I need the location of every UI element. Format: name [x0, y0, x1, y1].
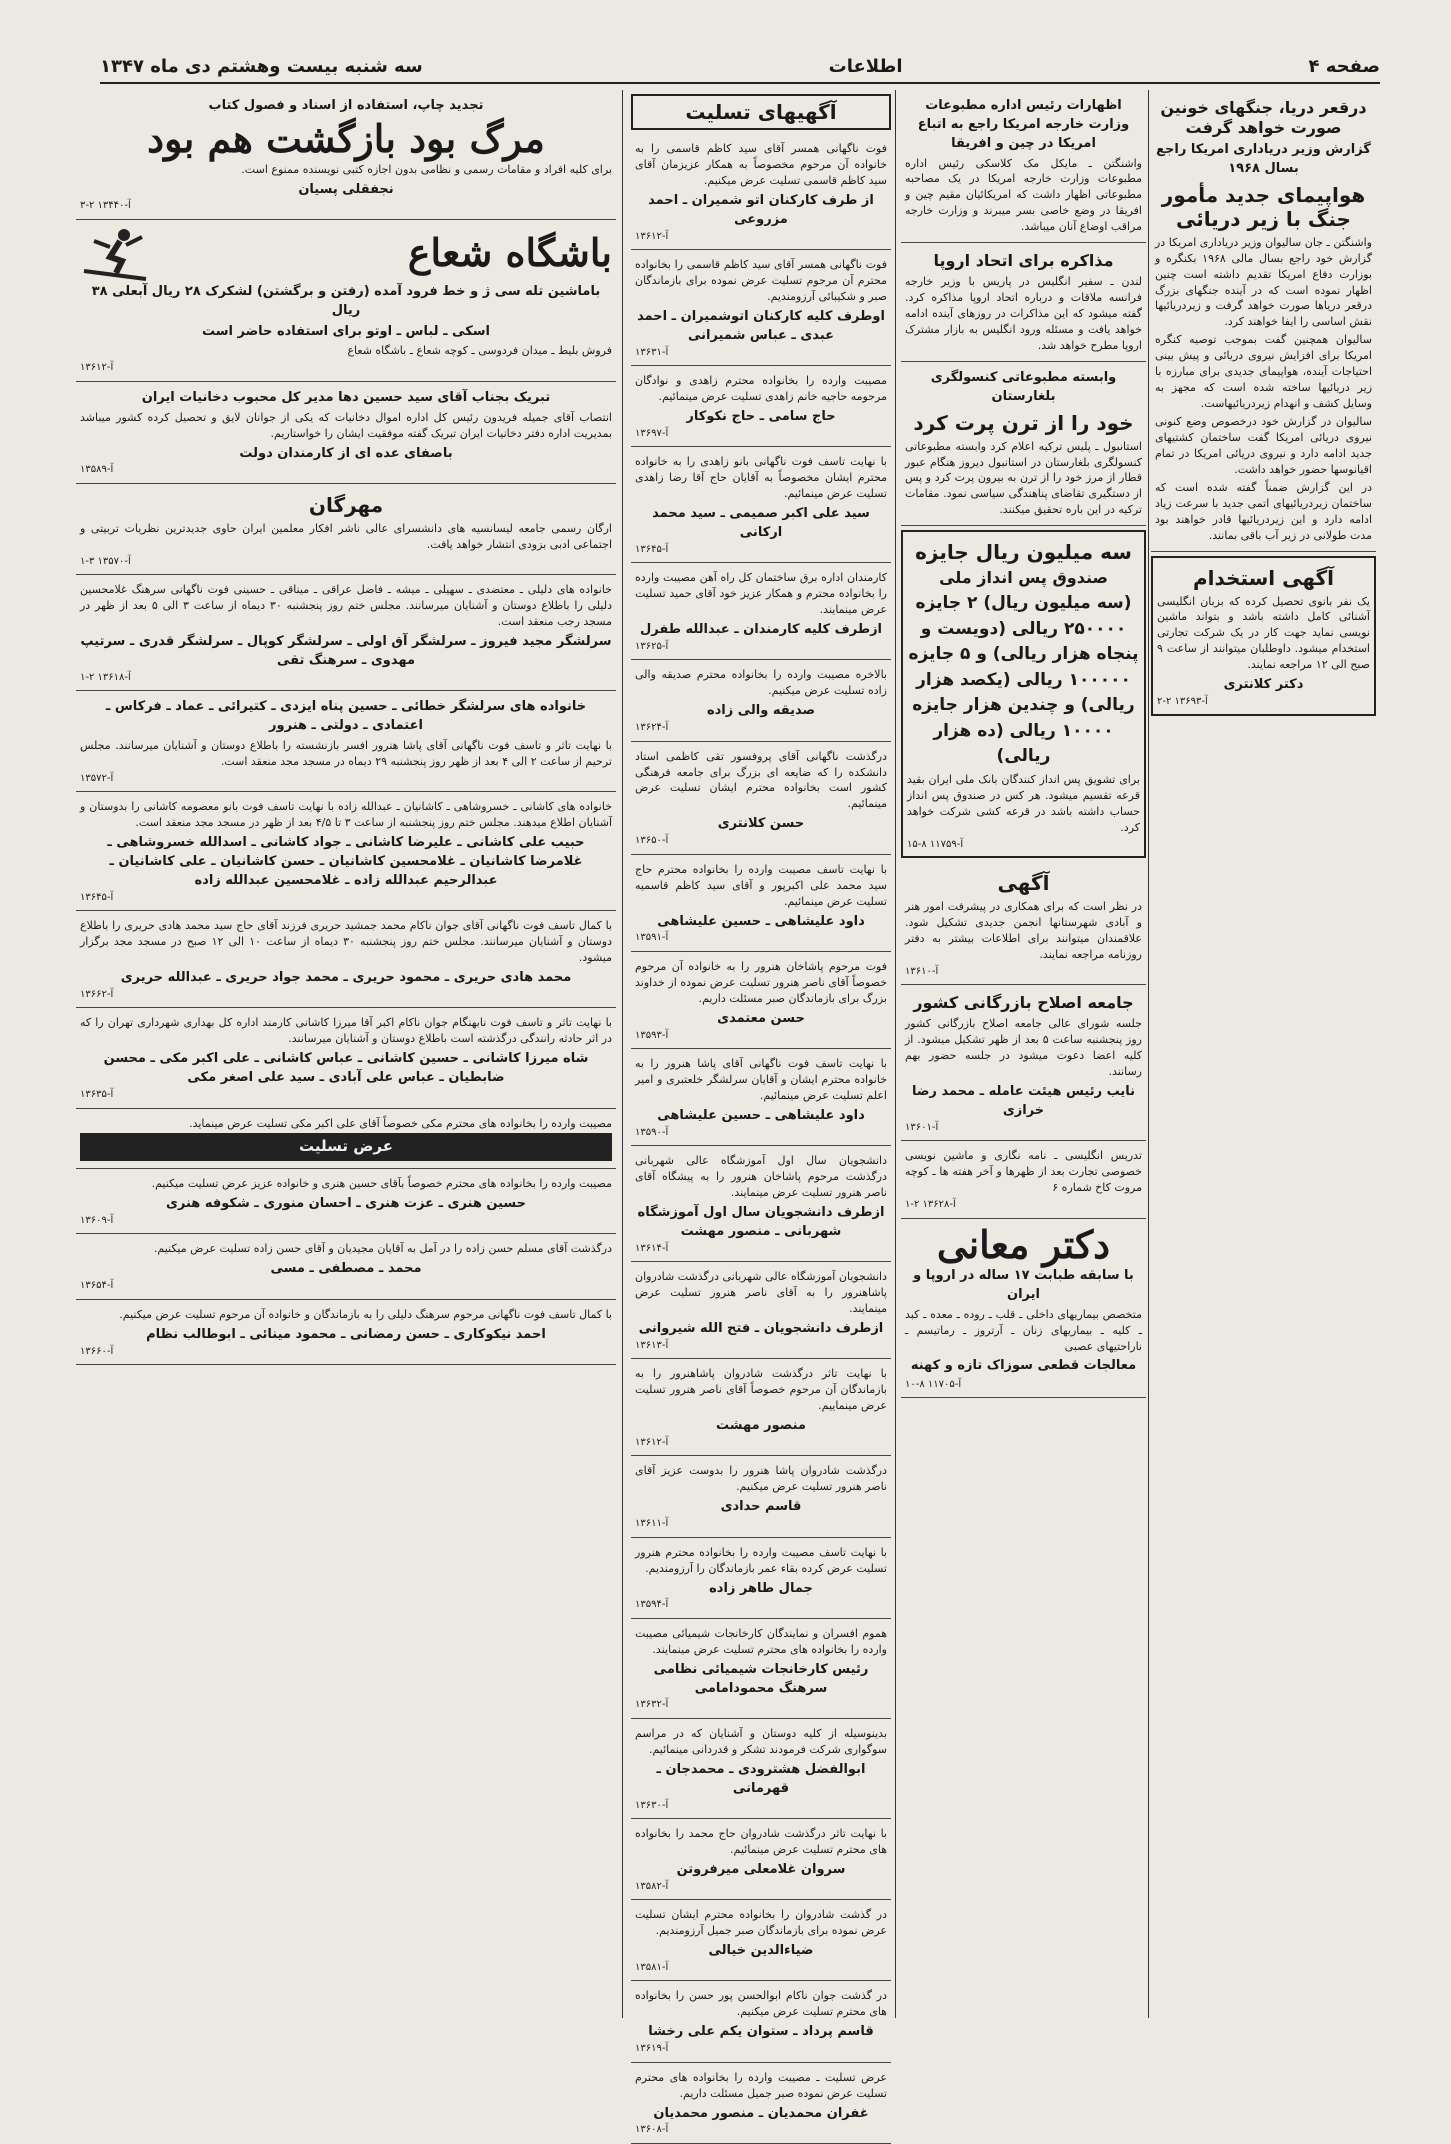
- condolence-names: حاج سامی ـ حاج نکوکار: [686, 408, 836, 424]
- condolence-item: [631, 855, 891, 952]
- condolence-item: [631, 366, 891, 447]
- ad-code: ۱۳۶۴۵-آ: [80, 891, 114, 903]
- ad-code: ۱۳۵۸۲-آ: [635, 1880, 669, 1892]
- condolence-names: رئیس کارخانجات شیمیائی نظامی سرهنگ محمودامامی: [653, 1661, 869, 1696]
- ad-code: ۱۳۶۲۴-آ: [635, 722, 669, 734]
- condolence-body: عرض تسلیت ـ مصیبت وارده را بخانواده های محترم تسلیت عرض نموده صبر جمیل مسئلت داریم.: [635, 2070, 887, 2100]
- notice-names: محمد ـ مصطفی ـ مسی: [270, 1261, 422, 1277]
- congrats-title: تبریک بجناب آقای سید حسین دها مدیر کل محبوب دخانیات ایران: [141, 389, 551, 405]
- ad-code: ۱۳۶۵۰-آ: [635, 835, 669, 847]
- condolence-body: دانشجویان آموزشگاه عالی شهربانی درگذشت شادروان پاشاهنرور را به آقای ناصر هنرور تسلیت عرض مینمایند.: [635, 1270, 887, 1316]
- condolence-item: [631, 1981, 891, 2062]
- condolence-body: فوت ناگهانی همسر آقای سید کاظم قاسمی را بخانواده محترم آن مرحوم تسلیت عرض نموده برای بازماندگان صبر و شکیبائی آرزومندیم.: [635, 258, 887, 303]
- page-number: صفحه ۴: [1308, 55, 1380, 77]
- condolence-body: با نهایت تاسف مصیبت وارده را بخانواده محترم هنرور تسلیت عرض کرده بقاء عمر بازماندگان را آرزومندیم.: [635, 1545, 887, 1575]
- ad-code: ۱۳۶۹۷-آ: [635, 427, 669, 439]
- notice-names: حبیب علی کاشانی ـ علیرضا کاشانی ـ جواد کاشانی ـ اسدالله خسروشاهی ـ غلامرضا کاشانیان ـ غلامحسین کاشانیان ـ حسن کاشانیان ـ علی کاشانیان ـ عبدالرحیم عبدالله زاده ـ غلامحسین عبدالله زاده: [107, 835, 585, 888]
- ad-code: ۱۳۶۱۹-آ: [635, 2043, 669, 2055]
- headline-sub: گزارش وزیر دریاداری امریکا راجع بسال ۱۹۶۸: [1156, 142, 1371, 176]
- condolence-body: با نهایت تاسف مصیبت وارده را بخانواده محترم حاج سید محمد علی اکبرپور و آقای سید کاظم قاسمیه تسلیت عرض مینمائیم.: [635, 862, 887, 908]
- ad-code: ۱-۳ ۱۳۵۷۰-آ: [80, 555, 131, 567]
- article-paragraph: استانبول ـ پلیس ترکیه اعلام کرد وابسته مطبوعاتی کنسولگری بلغارستان در استانبول دیروز هنگام عبور قطار از مرز خود را از ترن به بیرون پرت کرد و پس از دستگیری تقاضای پناهندگی سیاسی نمود. مقامات ترکیه در این باره تحقیق میکنند.: [905, 439, 1142, 517]
- condolence-list: [631, 134, 891, 2144]
- ad-code: ۱۳۶۳۲-آ: [635, 1699, 669, 1711]
- obituary-notice: [76, 911, 616, 1008]
- ad-code: ۱-۲ ۱۳۶۱۸-آ: [80, 671, 131, 683]
- condolence-item: [631, 563, 891, 660]
- skier-icon: [80, 225, 150, 281]
- ad-title: آگهی: [997, 871, 1050, 896]
- obituary-notice: [76, 691, 616, 792]
- notice-body: با کمال تاسف فوت ناگهانی آقای جوان ناکام محمد جمشید حریری فرزند آقای حاج سید محمد هادی حریری را باطلاع دوستان و آشنایان میرسانند. مجلس ختم روز پنجشنبه ۳۰ دیماه از ساعت ۱۰ الی ۱۲ صبح در مسجد مجد برگزار میشود.: [80, 919, 612, 965]
- condolence-item: [631, 1456, 891, 1537]
- condolence-names: از طرف کارکنان اتو شمیران ـ احمد مزروعی: [648, 192, 874, 227]
- book-note: تجدید چاپ، استفاده از اسناد و فصول کتاب: [208, 98, 484, 113]
- book-ad: [76, 90, 616, 220]
- condolence-names: حسن کلانتری: [717, 816, 805, 832]
- condolence-names: جمال طاهر زاده: [709, 1580, 813, 1596]
- ad-sign: نایب رئیس هیئت عامله ـ محمد رضا خرازی: [911, 1084, 1135, 1118]
- ad-code: ۱۰-۸ ۱۱۷۰۵-آ: [905, 1378, 962, 1390]
- prize-head: سه میلیون ریال جایزه: [915, 540, 1132, 565]
- mehregan-body: ارگان رسمی جامعه لیسانسیه های دانشسرای عالی ناشر افکار معلمین ایران حاوی جدیدترین نظریات تربیتی و اجتماعی ادبی بزودی انتشار خواهد یافت.: [80, 521, 612, 551]
- doctor-subtitle: با سابقه طبابت ۱۷ ساله در اروپا و ایران: [913, 1268, 1134, 1303]
- article-paragraph: لندن ـ سفیر انگلیس در پاریس با وزیر خارجه فرانسه ملاقات و درباره اتحاد اروپا مذاکره کرد. گفته میشود که این مذاکرات در روزهای آینده ادامه خواهد یافت و مسئله ورود انگلیس به بازار مشترک اروپا مطرح خواهد شد.: [905, 275, 1142, 352]
- club-title: باشگاه شعاع: [407, 230, 612, 276]
- notice-names: حسین هنری ـ عزت هنری ـ احسان منوری ـ شکوفه هنری: [165, 1196, 526, 1212]
- condolence-names: داود علیشاهی ـ حسین علیشاهی: [657, 913, 865, 929]
- condolence-body: دانشجویان سال اول آموزشگاه عالی شهربانی درگذشت مرحوم پاشاخان هنرور را به پیشگاه آقای ناصر هنرور تسلیت عرض مینمایند.: [635, 1154, 887, 1200]
- ad-code: ۱۳۶۴۵-آ: [635, 543, 669, 555]
- article-paragraph: سالیوان در گزارش خود درخصوص وضع کنونی نیروی دریائی امریکا گفت ساختمان کشتیهای جدید ادامه دارد و نیروی دریائی امریکا در تمام اقیانوسها حضور خواهد داشت.: [1155, 415, 1372, 476]
- condolence-item: [631, 134, 891, 250]
- notice-names: سرلشگر مجید فیروز ـ سرلشگر آق اولی ـ سرلشگر کوپال ـ سرلشگر قدری ـ سرتیپ مهدوی ـ سرهنگ تقی: [80, 634, 612, 668]
- us-state-article: [901, 90, 1146, 243]
- column-condolences: [631, 90, 891, 2136]
- condolence-item: [631, 1538, 891, 1619]
- condolence-item: [631, 2063, 891, 2144]
- english-lessons-ad: [901, 1141, 1146, 1218]
- condolence-item: [631, 1819, 891, 1900]
- ad-body: در نظر است که برای همکاری در پیشرفت امور هنر و آبادی شهرستانها انجمن جدیدی تشکیل شود. علاقمندان میتوانند برای اطلاعات بیشتر به دفتر روزنامه مراجعه نمایند.: [905, 900, 1142, 961]
- club-line: باماشین تله سی ژ و خط فرود آمده (رفتن و برگشتن) لشکرک ۲۸ ریال آبعلی ۳۸ ریال: [91, 283, 601, 318]
- notice-title: خانواده های سرلشگر خطائی ـ حسین پناه ایزدی ـ کتیرائی ـ عماد ـ فرکاس ـ اعتمادی ـ دولتی ـ هنرور: [105, 699, 587, 734]
- obituary-notice: [76, 792, 616, 911]
- condolence-body: در گذشت شادروان را بخانواده محترم ایشان تسلیت عرض نموده برای بازماندگان صبر جمیل آرزومندیم.: [635, 1908, 887, 1938]
- column-rule: [622, 90, 623, 2018]
- headline-top: درقعر دریا، جنگهای خونین صورت خواهد گرفت: [1160, 98, 1367, 137]
- ad-code: ۱۳۵۹۰-آ: [635, 1126, 669, 1138]
- condolence-names: منصور مهشت: [716, 1418, 806, 1434]
- ad-title: آگهی استخدام: [1192, 565, 1335, 590]
- condolence-names: صدیقه والی زاده: [706, 703, 816, 719]
- obituary-notice: [76, 1234, 616, 1299]
- notice-body: با نهایت تاثر و تاسف فوت نابهنگام جوان ناکام اکبر آقا میرزا کاشانی کارمند اداره کل بهداری شهرداری تهران را که در اثر حادثه رانندگی درگذشته است باطلاع دوستان و آشنایان میرسانند.: [80, 1016, 612, 1046]
- article-subtitle: وابسته مطبوعاتی کنسولگری بلغارستان: [930, 369, 1117, 404]
- condolence-item: [631, 1049, 891, 1146]
- ad-body: تدریس انگلیسی ـ نامه نگاری و ماشین نویسی خصوصی تجارت بعد از ظهرها و آخر هفته ها ـ کوچه مروت کاخ شماره ۶: [905, 1149, 1142, 1195]
- ad-code: ۱۳۶۱۲-آ: [80, 362, 114, 374]
- condolence-item: [631, 1262, 891, 1359]
- notice-names: محمد هادی حریری ـ محمود حریری ـ محمد جواد حریری ـ عبدالله حریری: [120, 970, 572, 986]
- ad-code: ۱-۲ ۱۳۶۲۸-آ: [905, 1199, 956, 1211]
- congrats-ad: [76, 382, 616, 484]
- obituary-notice: [76, 1300, 616, 1365]
- page-header: [100, 50, 1380, 84]
- commerce-ad: [901, 985, 1146, 1141]
- book-title: مرگ بود بازگشت هم بود: [147, 115, 545, 161]
- condolence-body: فوت ناگهانی همسر آقای سید کاظم قاسمی را به خانواده آن مرحوم مخصوصاً به همکار عزیزمان آقای سید کاظم قاسمی تسلیت عرض میکنیم.: [635, 142, 887, 187]
- condolence-body: هموم افسران و نمایندگان کارخانجات شیمیائی مصیبت وارده را بخانواده های محترم تسلیت عرض مینمایند.: [635, 1626, 887, 1656]
- condolence-body: با نهایت تاسف فوت ناگهانی آقای پاشا هنرور را به خانواده محترم ایشان و آقایان سرلشگر خلعتبری و امیر اعلم تسلیت عرض مینمائیم.: [635, 1057, 887, 1102]
- column-rule: [895, 90, 896, 2018]
- prize-ad: [901, 530, 1146, 858]
- article-paragraph: در این گزارش ضمناً گفته شده است که ساختمان زیردریائیهای اتمی جدید با سرعت زیاد ادامه دارد و این زیردریائیها قادر خواهند بود مدت طولانی در زیر آب باقی بمانند.: [1155, 480, 1372, 542]
- ad-code: ۱۳۶۰۱-آ: [905, 1121, 939, 1133]
- ad-code: ۲-۲ ۱۳۶۹۳-آ: [1157, 696, 1208, 708]
- condolence-banner: عرض تسلیت: [80, 1133, 612, 1161]
- notice-ad: [901, 862, 1146, 985]
- notice-names: احمد نیکوکاری ـ حسن رمضانی ـ محمود مینائی ـ ابوطالب نظام: [146, 1326, 546, 1342]
- notice-body: مصیبت وارده را بخانواده های محترم مکی خصوصاً آقای علی اکبر مکی تسلیت عرض مینماید.: [189, 1116, 612, 1130]
- ad-code: ۱۳۶۶۰-آ: [80, 1345, 114, 1357]
- article-paragraph: واشنگتن ـ جان سالیوان وزیر دریاداری امریکا در گزارش خود راجع بسال مالی ۱۹۶۸ بکنگره و بوزارت دفاع امریکا تقدیم داشته است چنین اظهار نموده است که در آینده جنگهای بزرگ درقعر دریاها صورت خواهد گرفت و زیردریائیها نقش اساسی را ایفا خواهند کرد.: [1155, 235, 1372, 329]
- condolence-item: [631, 1719, 891, 1819]
- book-body: برای کلیه افراد و مقامات رسمی و نظامی بدون اجازه کتبی نویسنده ممنوع است.: [241, 162, 612, 176]
- ad-code: ۱۵-۸ ۱۱۷۵۹-آ: [907, 838, 964, 850]
- congrats-body: انتصاب آقای جمیله فریدون رئیس کل اداره اموال دخانیات که یکی از جوانان لایق و تحصیل کرده کشور میباشد بمدیریت اداره دفتر دخانیات ایران تبریک گفته موفقیت ایشان را خواستاریم.: [80, 410, 612, 440]
- ad-code: ۱۳۶۱۰-آ: [905, 965, 939, 977]
- doctor-name: دکتر معانی: [936, 1221, 1111, 1267]
- notice-body: با نهایت تاثر و تاسف فوت ناگهانی آقای پاشا هنرور افسر بازنشسته را باطلاع دوستان و آشنایان میرسانند. مجلس ترحیم از ساعت ۲ الی ۴ بعد از ظهر روز پنجشنبه ۲۹ دیماه در مسجد مجد منعقد است.: [80, 739, 612, 768]
- condolence-names: حسن معتمدی: [717, 1010, 805, 1026]
- ad-code: ۱۳۵۹۳-آ: [635, 1029, 669, 1041]
- ad-code: ۱۳۶۰۸-آ: [635, 2124, 669, 2136]
- notice-body: با کمال تاسف فوت ناگهانی مرحوم سرهنگ دلیلی را به بازماندگان و خانواده آن مرحوم تسلیت عرض میکنیم.: [119, 1307, 612, 1321]
- ad-body: جلسه شورای عالی جامعه اصلاح بازرگانی کشور روز پنجشنبه ساعت ۵ بعد از ظهر تشکیل میشود. از کلیه اعضا دعوت میشود در جلسه حضور بهم رسانند.: [905, 1017, 1142, 1079]
- ad-code: ۱۳۵۸۹-آ: [80, 464, 114, 476]
- condolence-body: مصیبت وارده را بخانواده محترم زاهدی و نوادگان مرحومه حاجیه خانم زاهدی تسلیت عرض مینمائیم.: [635, 374, 887, 403]
- mehregan-ad: [76, 484, 616, 575]
- condolence-names: سید علی اکبر صمیمی ـ سید محمد ارکانی: [652, 506, 870, 540]
- column-rule: [1148, 90, 1149, 2018]
- prize-desc: برای تشویق پس انداز کنندگان بانک ملی ایران بقید قرعه تقسیم میشود. هر کس در صندوق پس انداز حساب داشته باشد در قرعه کشی شرکت خواهد کرد.: [907, 772, 1140, 834]
- ad-code: ۱۳۶۵۴-آ: [80, 1280, 114, 1292]
- paper-name: اطلاعات: [828, 55, 903, 77]
- condolence-body: با نهایت تاثر درگذشت شادروان پاشاهنرور را به بازماندگان آن مرحوم خصوصاً آقای ناصر هنرور تسلیت عرض مینماییم.: [635, 1367, 887, 1413]
- europe-article: [901, 243, 1146, 362]
- ad-code: ۱۳۶۱۲-آ: [635, 230, 669, 242]
- condolences-title: آگهیهای تسلیت: [631, 94, 891, 130]
- condolence-names: ازطرف دانشجویان سال اول آموزشگاه شهربانی ـ منصور مهشت: [637, 1204, 885, 1239]
- doctor-body: متخصص بیماریهای داخلی ـ قلب ـ روده ـ معده ـ کبد ـ کلیه ـ بیماریهای زنان ـ آرتروز ـ رماتیسم ـ ناراحتیهای عصبی: [905, 1308, 1142, 1353]
- club-header: [80, 225, 612, 281]
- obituary-notice: [76, 1008, 616, 1108]
- notice-body: مصیبت وارده را بخانواده های محترم خصوصاً بآقای حسین هنری و خانواده عزیز عرض تسلیت میکنیم.: [151, 1177, 612, 1191]
- condolence-body: بدینوسیله از کلیه دوستان و آشنایان که در مراسم سوگواری شرکت فرمودند تشکر و قدردانی مینمائیم.: [635, 1726, 887, 1756]
- ski-club-ad: [76, 220, 616, 382]
- ad-code: ۱۳۶۱۱-آ: [635, 1518, 669, 1530]
- condolence-item: [631, 1900, 891, 1981]
- ad-title: جامعه اصلاح بازرگانی کشور: [913, 993, 1134, 1013]
- condolence-names: ضیاءالدین خیالی: [708, 1943, 814, 1959]
- article-title: مذاکره برای اتحاد اروپا: [933, 251, 1114, 271]
- condolence-body: بالاخره مصیبت وارده را بخانواده محترم صدیقه والی زاده تسلیت عرض میکنیم.: [635, 668, 887, 698]
- obituary-notice: [76, 575, 616, 691]
- article-paragraph: واشنگتن ـ مایکل مک کلاسکی رئیس اداره مطبوعات وزارت خارجه امریکا در یک مصاحبه مطبوعاتی اظهار داشت که امریکائیان مقیم چین و افریقا در وضع خاصی بسر میبرند و وزارت خارجه مراقب اوضاع آنان میباشد.: [905, 156, 1142, 234]
- condolence-names: غفران محمدیان ـ منصور محمدیان: [653, 2105, 869, 2121]
- condolence-body: در گذشت جوان ناکام ابوالحسن پور حسن را بخانواده های محترم تسلیت عرض میکنیم.: [635, 1989, 887, 2019]
- condolence-item: [631, 1359, 891, 1456]
- ad-code: ۱۳۶۲۵-آ: [635, 640, 669, 652]
- condolence-item: [631, 1619, 891, 1719]
- condolence-body: کارمندان اداره برق ساختمان کل راه آهن مصیبت وارده را بخانواده محترم و همکار عزیز خود آقای حمید تسلیت عرض مینمایند.: [635, 571, 887, 617]
- condolence-names: قاسم حدادی: [720, 1499, 802, 1515]
- book-author: نجفقلی پسیان: [298, 181, 394, 197]
- article-title: اظهارات رئیس اداره مطبوعات وزارت خارجه امریکا راجع به اتباع امریکا در چین و افریقا: [917, 98, 1130, 151]
- bulgaria-article: [901, 362, 1146, 526]
- condolence-item: [631, 660, 891, 741]
- issue-date: سه شنبه بیست وهشتم دی ماه ۱۳۴۷: [100, 55, 423, 77]
- prize-amounts: (سه میلیون ریال) ۲ جایزه ۲۵۰۰۰۰ ریالی (دویست و پنجاه هزار ریالی) و ۵ جایزه ۱۰۰۰۰۰ ریالی (یکصد هزار ریالی) و چندین هزار جایزه ۱۰۰۰۰ ریالی (ده هزار ریالی): [908, 593, 1139, 767]
- column-ads: [76, 90, 616, 2018]
- article-paragraph: سالیوان همچنین گفت بموجب توصیه کنگره امریکا برای افزایش نیروی دریائی و پیش بینی احتیاجات آینده، هواپیمای جدیدی برای مبارزه با زیر دریائیها ساخته شده است که مجهز به وسایل کشف و انهدام زیردریائیهاست.: [1155, 333, 1372, 411]
- condolence-names: اوطرف کلیه کارکنان اتوشمیران ـ احمد عبدی ـ عباس شمیرانی: [637, 308, 885, 343]
- condolence-body: درگذشت ناگهانی آقای پروفسور تقی کاظمی استاد دانشکده را که ضایعه ای بزرگ برای جامعه فرهنگی کشور است بخانواده محترم ایشان تسلیت عرض مینمائیم.: [635, 749, 887, 811]
- obituary-notice: [76, 1109, 616, 1170]
- ad-sign: دکتر کلانتری: [1223, 677, 1304, 693]
- ad-code: ۱۳۶۳۰-آ: [635, 1799, 669, 1811]
- notice-body: درگذشت آقای مسلم حسن زاده را در آمل به آقایان مجیدیان و آقای حسن زاده تسلیت عرض میکنیم.: [153, 1242, 612, 1256]
- column-news-navy: [1151, 90, 1376, 2018]
- condolence-body: با نهایت تاثر درگذشت شادروان حاج محمد را بخانواده های محترم تسلیت عرض مینمائیم.: [635, 1827, 887, 1856]
- notice-body: خانواده های کاشانی ـ خسروشاهی ـ کاشانیان ـ عبدالله زاده با نهایت تاسف فوت بانو معصومه کاشانی را بدوستان و آشنایان اطلاع میدهند. مجلس ختم روز پنجشنبه از ساعت ۳ تا ۴/۵ بعد از ظهر در مسجد مجد منعقد است.: [80, 800, 612, 830]
- ad-code: ۱۳۶۶۲-آ: [80, 988, 114, 1000]
- condolence-names: ابوالفضل هشترودی ـ محمدجان ـ قهرمانی: [656, 1761, 866, 1796]
- condolence-names: داود علیشاهی ـ حسین علیشاهی: [657, 1107, 865, 1123]
- ad-code: ۱۳۵۷۲-آ: [80, 772, 114, 784]
- ad-code: ۱۳۶۰۹-آ: [80, 1214, 114, 1226]
- obituary-notice: [76, 1169, 616, 1234]
- club-line: فروش بلیط ـ میدان فردوسی ـ کوچه شعاع ـ باشگاه شعاع: [347, 344, 612, 358]
- article-title: خود را از ترن پرت کرد: [913, 410, 1134, 435]
- ad-code: ۱۳۵۹۴-آ: [635, 1599, 669, 1611]
- condolence-item: [631, 952, 891, 1049]
- condolence-item: [631, 250, 891, 366]
- ad-code: ۱۳۶۳۱-آ: [635, 346, 669, 358]
- column-news-ads: [901, 90, 1146, 2018]
- condolence-body: فوت مرحوم پاشاخان هنرور را به خانواده آن مرحوم خصوصاً آقای ناصر هنرور تسلیت عرض نموده از خداوند بزرگ برای بازماندگان صبر مسئلت داریم.: [635, 959, 887, 1005]
- condolence-names: ازطرف دانشجویان ـ فتح الله شیروانی: [638, 1320, 884, 1336]
- ad-code: ۳-۲ ۱۳۴۴۰-آ: [80, 200, 131, 212]
- headline-main: هواپیمای جدید مأمور جنگ با زیر دریائی: [1161, 182, 1366, 231]
- condolence-item: [631, 447, 891, 563]
- ad-body: یک نفر بانوی تحصیل کرده که بزبان انگلیسی آشنائی کامل داشته باشد و بتواند ماشین نویسی نماید جهت کار در یک شرکت تجارتی استخدام میشود. داوطلبان میتوانند از ساعت ۹ صبح الی ۱۲ مراجعه نمایند.: [1157, 594, 1370, 672]
- ad-code: ۱۳۶۱۳-آ: [635, 1339, 669, 1351]
- employment-ad: [1151, 556, 1376, 716]
- notice-body: خانواده های دلیلی ـ معتضدی ـ سهیلی ـ میشه ـ فاضل عراقی ـ میناقی ـ حسینی فوت ناگهانی سرهنگ غلامحسین دلیلی را باطلاع دوستان و آشنایان میرسانند. مجلس ختم روز پنجشنبه ۳۰ دیماه از ساعت ۳ الی ۵ بعد از ظهر در مسجد رجب منعقد است.: [80, 583, 612, 629]
- prize-title: صندوق پس انداز ملی: [939, 568, 1108, 588]
- ad-code: ۱۳۶۳۵-آ: [80, 1089, 114, 1101]
- doctor-foot: معالجات قطعی سوزاک تازه و کهنه: [910, 1357, 1137, 1373]
- condolence-item: [631, 1146, 891, 1262]
- ad-code: ۱۳۵۹۱-آ: [635, 932, 669, 944]
- condolence-item: [631, 742, 891, 855]
- ad-code: ۱۳۶۱۲-آ: [635, 1436, 669, 1448]
- doctor-ad: [901, 1219, 1146, 1399]
- condolence-names: سروان غلامعلی میرفروتن: [676, 1861, 846, 1877]
- ad-code: ۱۳۵۸۱-آ: [635, 1961, 669, 1973]
- condolence-names: ازطرف کلیه کارمندان ـ عبدالله طفرل: [639, 622, 883, 638]
- navy-article: [1151, 90, 1376, 552]
- mehregan-title: مهرگان: [308, 492, 384, 517]
- condolence-names: قاسم پرداد ـ ستوان یکم علی رخشا: [648, 2024, 874, 2040]
- club-line: اسکی ـ لباس ـ اوتو برای استفاده حاضر است: [202, 323, 490, 339]
- ad-code: ۱۳۶۱۴-آ: [635, 1242, 669, 1254]
- notice-names: شاه میرزا کاشانی ـ حسین کاشانی ـ عباس کاشانی ـ علی اکبر مکی ـ محسن ضابطیان ـ عباس علی آبادی ـ سید علی اصغر مکی: [103, 1051, 589, 1086]
- condolence-body: با نهایت تاسف فوت ناگهانی بانو زاهدی را به خانواده محترم ایشان مخصوصاً به آقایان حاج آقا رضا زاهدی تسلیت عرض مینمائیم.: [635, 455, 887, 501]
- condolence-body: درگذشت شادروان پاشا هنرور را بدوست عزیز آقای ناصر هنرور تسلیت عرض میکنیم.: [635, 1464, 887, 1494]
- congrats-sign: باصفای عده ای از کارمندان دولت: [239, 445, 453, 461]
